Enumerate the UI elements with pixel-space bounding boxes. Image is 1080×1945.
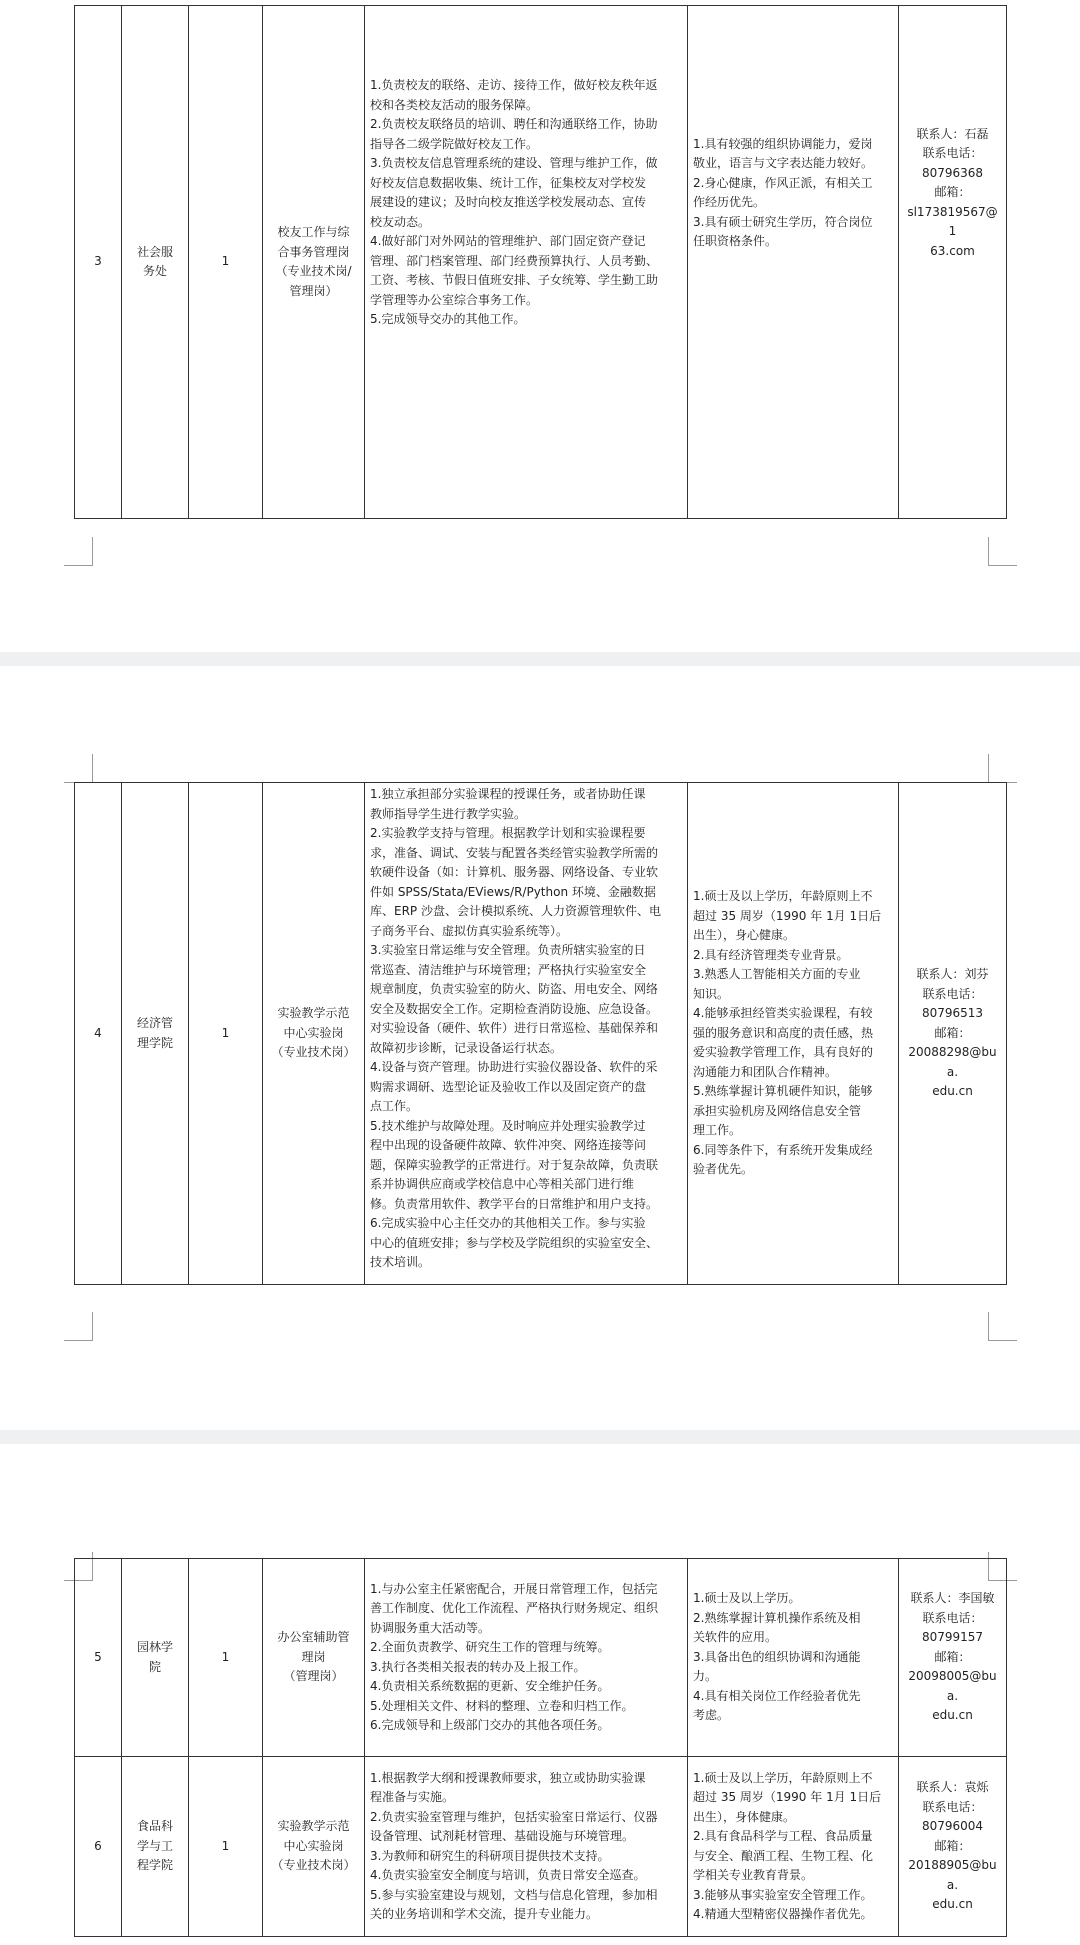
duty-line: 2.实验教学支持与管理。根据教学计划和实验课程要 xyxy=(370,826,646,840)
duty-line: 点工作。 xyxy=(370,1099,419,1113)
page-separator xyxy=(0,1430,1080,1444)
duty-line: 教师指导学生进行教学实验。 xyxy=(370,806,527,821)
requirement-line: 沟通能力和团队合作精神。 xyxy=(693,1064,838,1079)
requirement-line: 敬业，语言与文字表达能力较好。 xyxy=(693,156,874,170)
requirement-line: 1.硕士及以上学历，年龄原则上不 xyxy=(693,889,873,904)
requirement-line: 超过 35 周岁（1990 年 1月 1日后 xyxy=(693,908,882,923)
requirements-cell xyxy=(688,783,899,1285)
position-line: （管理岗） xyxy=(283,1669,344,1684)
department-cell xyxy=(122,1559,189,1757)
duty-line: 库、ERP 沙盘、会计模拟系统、人力资源管理软件、电 xyxy=(370,904,661,918)
duty-line: 对实验设备（硬件、软件）进行日常巡检、基础保养和 xyxy=(370,1021,659,1035)
duties-cell xyxy=(365,1559,688,1757)
duty-line: 技术培训。 xyxy=(370,1255,431,1269)
page-corner-mark xyxy=(988,537,1017,566)
duty-line: 4.做好部门对外网站的管理维护、部门固定资产登记 xyxy=(370,234,646,249)
duty-line: 协调服务重大活动等。 xyxy=(370,1620,491,1635)
duty-line: 3.负责校友信息管理系统的建设、管理与维护工作，做 xyxy=(370,156,658,171)
duty-line: 1.独立承担部分实验课程的授课任务，或者协助任课 xyxy=(370,787,646,801)
duty-line: 1.负责校友的联络、走访、接待工作，做好校友秩年返 xyxy=(370,78,658,93)
contact-email: edu.cn xyxy=(932,1708,973,1723)
duty-line: 关的业务培训和学术交流，提升专业能力。 xyxy=(370,1907,599,1921)
contact-email-label: 邮箱： xyxy=(934,1649,971,1664)
position-cell xyxy=(263,1559,365,1757)
duty-line: 3.执行各类相关报表的转办及上报工作。 xyxy=(370,1659,586,1674)
requirement-line: 知识。 xyxy=(693,986,730,1001)
duty-line: 2.负责实验室管理与维护，包括实验室日常运行、仪器 xyxy=(370,1809,658,1824)
duty-line: 校和各类校友活动的服务保障。 xyxy=(370,97,539,112)
page-corner-mark xyxy=(988,754,1017,783)
contact-email: edu.cn xyxy=(932,1084,973,1099)
contact-person: 联系人：袁烁 xyxy=(916,1780,989,1795)
duty-line: 设备管理、试剂耗材管理、基础设施与环境管理。 xyxy=(370,1829,635,1843)
position-line: 校友工作与综 xyxy=(277,225,350,239)
department-cell xyxy=(122,1757,189,1937)
requirement-line: 2.熟练掌握计算机操作系统及相 xyxy=(693,1610,861,1625)
department-line: 食品科 xyxy=(136,1819,173,1834)
duty-line: 5.参与实验室建设与规划，文档与信息化管理，参加相 xyxy=(370,1887,658,1902)
duty-line: 工资、考核、节假日值班安排、子女统筹、学生勤工助 xyxy=(370,273,659,288)
duty-line: 中心的值班安排；参与学校及学院组织的实验室安全、 xyxy=(370,1235,659,1250)
requirement-line: 1.具有较强的组织协调能力，爱岗 xyxy=(693,136,873,151)
duty-line: 求，准备、调试、安装与配置各类经管实验教学所需的 xyxy=(370,845,659,860)
requirement-line: 3.具有硕士研究生学历，符合岗位 xyxy=(693,214,873,229)
position-cell xyxy=(263,783,365,1285)
requirement-line: 1.硕士及以上学历，年龄原则上不 xyxy=(693,1770,873,1785)
position-line: 理岗 xyxy=(301,1649,326,1664)
headcount-cell: 1 xyxy=(189,783,263,1285)
duty-line: 好校友信息数据收集、统计工作，征集校友对学校发 xyxy=(370,175,647,190)
position-line: 中心实验岗 xyxy=(283,1025,344,1040)
requirement-line: 4.精通大型精密仪器操作者优先。 xyxy=(693,1907,873,1921)
contact-cell xyxy=(899,6,1007,519)
requirement-line: 3.能够从事实验室安全管理工作。 xyxy=(693,1887,873,1902)
duty-line: 6.完成领导和上级部门交办的其他各项任务。 xyxy=(370,1718,610,1732)
duty-line: 子商务平台、虚拟仿真实验系统等）。 xyxy=(370,923,569,938)
department-line: 院 xyxy=(148,1659,161,1674)
table-row xyxy=(75,6,1007,519)
contact-email: 63.com xyxy=(930,243,975,258)
department-line: 社会服 xyxy=(136,244,173,259)
requirement-line: 3.熟悉人工智能相关方面的专业 xyxy=(693,967,861,982)
contact-email: sl173819567@1 xyxy=(907,204,998,239)
position-line: 办公室辅助管 xyxy=(277,1630,350,1645)
position-line: （专业技术岗） xyxy=(271,1858,356,1873)
duty-line: 件如 SPSS/Stata/EViews/R/Python 环境、金融数据 xyxy=(370,884,656,899)
position-cell xyxy=(263,1757,365,1937)
contact-phone-label: 联系电话： xyxy=(922,986,983,1001)
department-line: 学与工 xyxy=(136,1838,173,1853)
duty-line: 题，保障实验教学的正常进行。对于复杂故障，负责联 xyxy=(370,1157,659,1172)
page-corner-mark xyxy=(64,1312,93,1341)
duty-line: 2.负责校友联络员的培训、聘任和沟通联络工作，协助 xyxy=(370,117,658,132)
document-page-2 xyxy=(0,666,1080,1430)
page-separator xyxy=(0,652,1080,666)
row-number: 4 xyxy=(75,783,122,1285)
row-number: 3 xyxy=(75,6,122,519)
duty-line: 修。负责常用软件、教学平台的日常维护和用户支持。 xyxy=(370,1196,659,1211)
duties-cell xyxy=(365,783,688,1285)
recruitment-table-page-3 xyxy=(74,1558,1007,1937)
position-line: 管理岗） xyxy=(289,283,338,298)
requirement-line: 与安全、酿酒工程、生物工程、化 xyxy=(693,1848,874,1863)
requirement-line: 2.具有食品科学与工程、食品质量 xyxy=(693,1829,873,1843)
requirement-line: 关软件的应用。 xyxy=(693,1630,778,1645)
position-line: 中心实验岗 xyxy=(283,1838,344,1853)
duty-line: 软硬件设备（如：计算机、服务器、网络设备、专业软 xyxy=(370,865,659,879)
department-line: 经济管 xyxy=(136,1016,173,1030)
requirement-line: 理工作。 xyxy=(693,1123,742,1138)
duty-line: 管理、部门档案管理、部门经费预算执行、人员考勤、 xyxy=(370,253,659,268)
recruitment-table-page-1 xyxy=(74,5,1007,519)
requirement-line: 学相关专业教育背景。 xyxy=(693,1868,814,1882)
duty-line: 5.技术维护与故障处理。及时响应并处理实验教学过 xyxy=(370,1118,646,1133)
duties-cell xyxy=(365,6,688,519)
position-line: 实验教学示范 xyxy=(277,1006,350,1021)
requirement-line: 4.能够承担经管类实验课程，有较 xyxy=(693,1006,873,1021)
headcount-cell: 1 xyxy=(189,1559,263,1757)
requirement-line: 作经历优先。 xyxy=(693,195,766,209)
requirement-line: 任职资格条件。 xyxy=(693,234,778,248)
duty-line: 5.处理相关文件、材料的整理、立卷和归档工作。 xyxy=(370,1698,634,1713)
duty-line: 4.负责实验室安全制度与培训，负责日常安全巡查。 xyxy=(370,1868,646,1882)
duty-line: 5.完成领导交办的其他工作。 xyxy=(370,312,526,327)
requirement-line: 1.硕士及以上学历。 xyxy=(693,1591,801,1606)
duty-line: 3.实验室日常运维与安全管理。负责所辖实验室的日 xyxy=(370,943,646,957)
table-row xyxy=(75,783,1007,1285)
contact-person: 联系人：李国敏 xyxy=(910,1591,995,1606)
document-page-3 xyxy=(0,1444,1080,1945)
duty-line: 安全及数据安全工作。定期检查消防设施、应急设备。 xyxy=(370,1001,659,1016)
page-corner-mark xyxy=(64,754,93,783)
duty-line: 善工作制度、优化工作流程、严格执行财务规定、组织 xyxy=(370,1601,659,1615)
contact-email-label: 邮箱： xyxy=(934,185,971,200)
headcount-cell: 1 xyxy=(189,1757,263,1937)
duty-line: 3.为教师和研究生的科研项目提供技术支持。 xyxy=(370,1848,610,1863)
requirement-line: 出生），身体健康。 xyxy=(693,1809,796,1824)
duty-line: 校友动态。 xyxy=(370,214,431,229)
requirements-cell xyxy=(688,6,899,519)
contact-phone: 80796368 xyxy=(921,165,984,180)
requirement-line: 出生），身心健康。 xyxy=(693,928,796,943)
row-number: 6 xyxy=(75,1757,122,1937)
contact-phone: 80796513 xyxy=(921,1006,984,1021)
contact-phone-label: 联系电话： xyxy=(922,146,983,161)
department-line: 理学院 xyxy=(136,1035,173,1050)
requirement-line: 考虑。 xyxy=(693,1708,730,1723)
position-line: （专业技术岗） xyxy=(271,1045,356,1060)
duty-line: 购需求调研、选型论证及验收工作以及固定资产的盘 xyxy=(370,1079,647,1094)
requirement-line: 5.熟练掌握计算机硬件知识，能够 xyxy=(693,1084,873,1099)
contact-cell xyxy=(899,783,1007,1285)
duty-line: 6.完成实验中心主任交办的其他相关工作。参与实验 xyxy=(370,1216,646,1230)
position-line: 实验教学示范 xyxy=(277,1819,350,1834)
contact-email: 20188905@bua. xyxy=(908,1858,997,1892)
table-row xyxy=(75,1559,1007,1757)
duty-line: 学管理等办公室综合事务工作。 xyxy=(370,292,539,307)
contact-phone: 80796004 xyxy=(921,1819,984,1834)
requirement-line: 2.身心健康，作风正派，有相关工 xyxy=(693,175,873,190)
department-line: 园林学 xyxy=(136,1640,173,1654)
requirement-line: 超过 35 周岁（1990 年 1月 1日后 xyxy=(693,1790,882,1804)
contact-phone-label: 联系电话： xyxy=(922,1610,983,1625)
duty-line: 程中出现的设备硬件故障、软件冲突、网络连接等问 xyxy=(370,1138,647,1152)
duty-line: 1.根据教学大纲和授课教师要求，独立或协助实验课 xyxy=(370,1770,646,1785)
contact-cell xyxy=(899,1757,1007,1937)
contact-cell xyxy=(899,1559,1007,1757)
requirement-line: 6.同等条件下，有系统开发集成经 xyxy=(693,1142,873,1157)
page-corner-mark xyxy=(64,537,93,566)
department-line: 务处 xyxy=(142,264,167,278)
position-line: 合事务管理岗 xyxy=(277,244,350,259)
requirement-line: 承担实验机房及网络信息安全管 xyxy=(693,1103,862,1118)
document-page-1 xyxy=(0,0,1080,652)
position-line: （专业技术岗/ xyxy=(275,264,352,278)
duty-line: 1.与办公室主任紧密配合，开展日常管理工作，包括完 xyxy=(370,1581,658,1596)
page-corner-mark xyxy=(988,1312,1017,1341)
recruitment-table-page-2 xyxy=(74,782,1007,1285)
requirement-line: 力。 xyxy=(693,1669,718,1684)
contact-email: edu.cn xyxy=(932,1897,973,1912)
row-number: 5 xyxy=(75,1559,122,1757)
duty-line: 2.全面负责教学、研究生工作的管理与统筹。 xyxy=(370,1640,610,1654)
duty-line: 常巡查、清洁维护与环境管理；严格执行实验室安全 xyxy=(370,962,647,977)
duty-line: 程准备与实施。 xyxy=(370,1790,455,1804)
table-row xyxy=(75,1757,1007,1937)
duty-line: 4.设备与资产管理。协助进行实验仪器设备、软件的采 xyxy=(370,1060,658,1074)
requirement-line: 强的服务意识和高度的责任感，热 xyxy=(693,1025,874,1040)
contact-email-label: 邮箱： xyxy=(934,1838,971,1853)
requirement-line: 验者优先。 xyxy=(693,1162,754,1177)
department-cell xyxy=(122,783,189,1285)
department-line: 程学院 xyxy=(136,1858,173,1873)
department-cell xyxy=(122,6,189,519)
contact-email: 20098005@bua. xyxy=(908,1669,997,1703)
duty-line: 规章制度，负责实验室的防火、防盗、用电安全、网络 xyxy=(370,982,659,996)
requirements-cell xyxy=(688,1757,899,1937)
requirement-line: 2.具有经济管理类专业背景。 xyxy=(693,947,849,962)
requirements-cell xyxy=(688,1559,899,1757)
contact-email: 20088298@bua. xyxy=(908,1045,997,1079)
requirement-line: 4.具有相关岗位工作经验者优先 xyxy=(693,1688,861,1703)
duty-line: 展建设的建议；及时向校友推送学校发展动态、宣传 xyxy=(370,195,647,210)
contact-person: 联系人：石磊 xyxy=(916,126,989,141)
duty-line: 4.负责相关系统数据的更新、安全维护任务。 xyxy=(370,1679,610,1693)
contact-person: 联系人：刘芬 xyxy=(916,967,989,982)
duty-line: 系并协调供应商或学校信息中心等相关部门进行维 xyxy=(370,1177,635,1191)
headcount-cell: 1 xyxy=(189,6,263,519)
contact-email-label: 邮箱： xyxy=(934,1025,971,1040)
duty-line: 指导各二级学院做好校友工作。 xyxy=(370,136,539,151)
requirement-line: 爱实验教学管理工作，具有良好的 xyxy=(693,1045,874,1060)
contact-phone-label: 联系电话： xyxy=(922,1799,983,1814)
contact-phone: 80799157 xyxy=(921,1630,984,1645)
position-cell xyxy=(263,6,365,519)
duty-line: 故障初步诊断，记录设备运行状态。 xyxy=(370,1040,563,1055)
requirement-line: 3.具备出色的组织协调和沟通能 xyxy=(693,1649,861,1664)
duties-cell xyxy=(365,1757,688,1937)
